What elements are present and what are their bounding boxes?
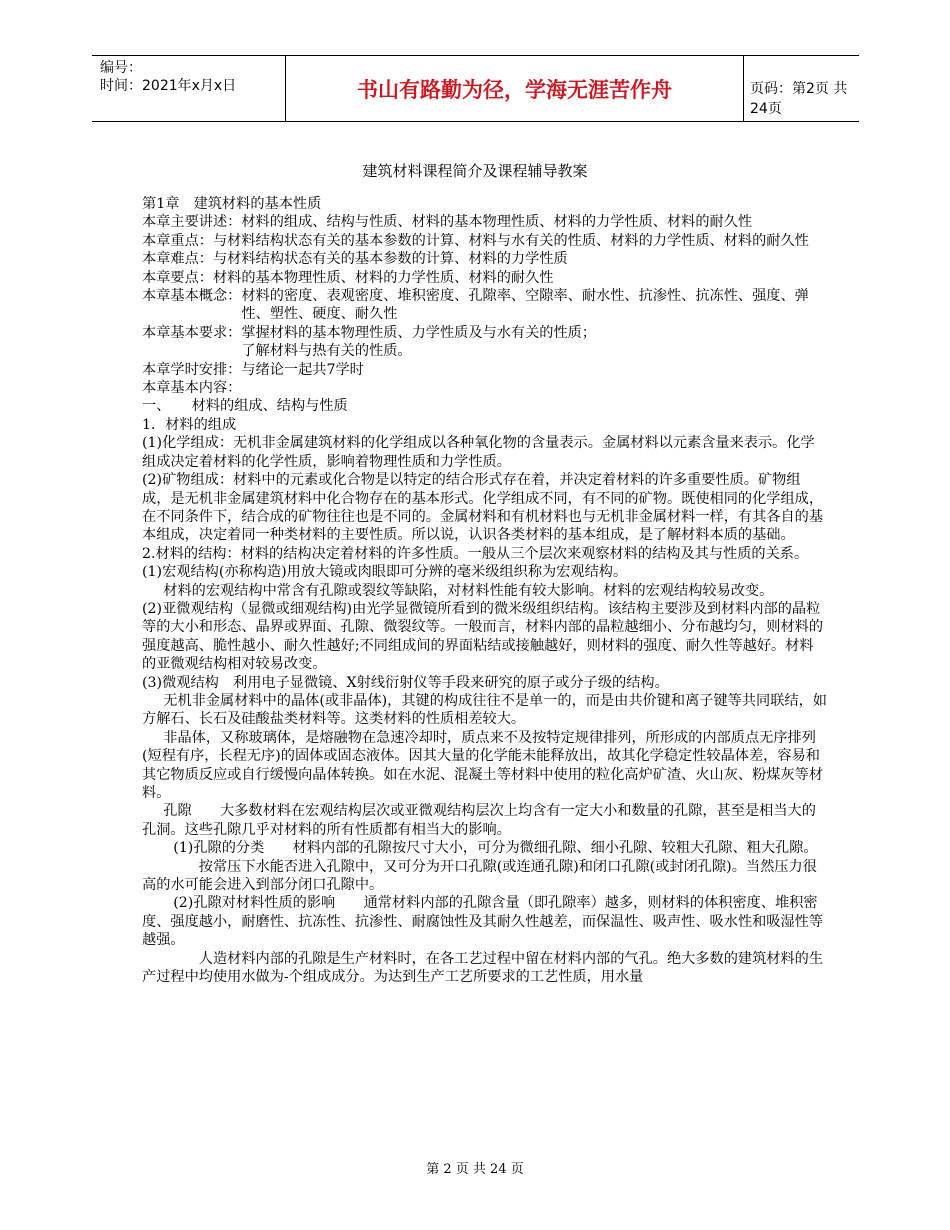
body-paragraph: (1)化学组成：无机非金属建筑材料的化学组成以各种氧化物的含量表示。金属材料以元素含量来表示。化学组成决定着材料的化学性质，影响着物理性质和力学性质。: [142, 435, 815, 470]
section-heading: 一、 材料的组成、结构与性质: [142, 398, 348, 415]
body-paragraphs: [142, 434, 827, 986]
requirements-row: [142, 324, 827, 361]
document-body: [142, 195, 827, 986]
requirements-label: 本章基本要求：: [142, 324, 242, 341]
body-paragraph: 2.材料的结构：材料的结构决定着材料的许多性质。一般从三个层次来观察材料的结构及其与性质的关系。: [142, 545, 809, 562]
body-paragraph: 按常压下水能否进入孔隙中，又可分为开口孔隙(或连通孔隙)和闭口孔隙(或封闭孔隙)。当然压力很高的水可能会进入到部分闭口孔隙中。: [142, 858, 817, 894]
body-paragraph: 孔隙 大多数材料在宏观结构层次或亚微观结构层次上均含有一定大小和数量的孔隙，甚至是相当大的孔洞。这些孔隙几乎对材料的所有性质都有相当大的影响。: [142, 803, 816, 838]
summary-label: 本章基本概念：: [142, 288, 242, 305]
summary-label: 本章难点：: [142, 251, 213, 268]
body-paragraph: (2)亚微观结构（显微或细观结构)由光学显微镜所看到的微米级组织结构。该结构主要涉及到材料内部的晶粒等的大小和形态、晶界或界面、孔隙、微裂纹等。一般而言，材料内部的晶粒越细小、分布越均匀，则材料的强度越高、脆性越小、耐久性越好;不同组成间的界面粘结或接触越好，则材料的强度、耐久性等越好。材料的亚微观结构相对较易改变。: [142, 600, 824, 673]
summary-label: 本章重点：: [142, 232, 213, 249]
header-page-number: 页码：第2页 共24页: [750, 81, 848, 117]
body-paragraph: (3)微观结构 利用电子显微镜、X射线衍射仪等手段来研究的原子或分子级的结构。: [142, 674, 669, 691]
body-paragraph: 材料的宏观结构中常含有孔隙或裂纹等缺陷，对材料性能有较大影响。材料的宏观结构较易改变。: [163, 582, 774, 599]
page-header: [92, 55, 859, 122]
body-paragraph: (2)矿物组成：材料中的元素或化合物是以特定的结合形式存在着，并决定着材料的许多重要性质。矿物组成，是无机非金属建筑材料中化合物存在的基本形式。化学组成不同，有不同的矿物。既使相同的化学组成，在不同条件下，结合成的矿物往往也是不同的。金属材料和有机材料也与无机非金属材料一样，有其各自的基本组成，决定着同一种类材料的主要性质。所以说，认识各类材料的基本组成，是了解材料本质的基础。: [142, 472, 824, 544]
summary-text: 材料的基本物理性质、材料的力学性质、材料的耐久性: [212, 269, 554, 286]
content-label: 本章基本内容：: [142, 380, 242, 397]
summary-text: 与材料结构状态有关的基本参数的计算、材料与水有关的性质、材料的力学性质、材料的耐久性: [212, 232, 809, 249]
summary-row: [142, 250, 827, 268]
summary-row: [142, 287, 827, 324]
requirements-line: 了解材料与热有关的性质。: [241, 343, 412, 360]
summary-text: 材料的组成、结构与性质、材料的基本物理性质、材料的力学性质、材料的耐久性: [241, 214, 753, 231]
header-motto: 书山有路勤为径，学海无涯苦作舟: [285, 56, 744, 121]
summary-row: [142, 232, 827, 250]
summary-text: 材料的密度、表观密度、堆积密度、孔隙率、空隙率、耐水性、抗渗性、抗冻性、强度、弹性、塑性、硬度、耐久性: [241, 288, 809, 323]
summary-label: 本章要点：: [142, 269, 213, 286]
document-title: 建筑材料课程简介及课程辅导教案: [362, 162, 588, 180]
summary-label: 本章主要讲述：: [142, 214, 242, 231]
number-label: 编号：: [100, 60, 142, 76]
requirements-line: 掌握材料的基本物理性质、力学性质及与水有关的性质；: [241, 324, 597, 341]
schedule-line: 本章学时安排：与绪论一起共7学时: [142, 361, 364, 378]
chapter-heading: 第1章 建筑材料的基本性质: [142, 196, 322, 212]
time-label: 时间：2021年x月x日: [100, 78, 237, 94]
subsection-heading: 1．材料的组成: [142, 416, 237, 433]
body-paragraph: 人造材料内部的孔隙是生产材料时，在各工艺过程中留在材料内部的气孔。绝大多数的建筑材料的生产过程中均使用水做为-个组成成分。为达到生产工艺所要求的工艺性质，用水量: [142, 950, 824, 986]
body-paragraph: (1)孔隙的分类 材料内部的孔隙按尺寸大小，可分为微细孔隙、细小孔隙、较粗大孔隙、粗大孔隙。: [173, 840, 818, 857]
page-footer: 第 2 页 共 24 页: [426, 1162, 524, 1177]
body-paragraph: 非晶体，又称玻璃体，是熔融物在急速冷却时，质点来不及按特定规律排列，所形成的内部质点无序排列(短程有序，长程无序)的固体或固态液体。因其大量的化学能未能释放出，故其化学稳定性较晶体差，容易和其它物质反应或自行缓慢向晶体转换。如在水泥、混凝土等材料中使用的粒化高炉矿渣、火山灰、粉煤灰等材料。: [142, 729, 824, 801]
body-paragraph: (1)宏观结构(亦称构造)用放大镜或肉眼即可分辨的毫米级组织称为宏观结构。: [142, 564, 628, 581]
header-meta: [100, 59, 285, 95]
summary-row: [142, 213, 827, 231]
requirements-text: [241, 324, 596, 361]
body-paragraph: (2)孔隙对材料性质的影响 通常材料内部的孔隙含量（即孔隙率）越多，则材料的体积密度、堆积密度、强度越小，耐磨性、抗冻性、抗渗性、耐腐蚀性及其耐久性越差，而保温性、吸声性、吸水性和吸湿性等越强。: [142, 895, 824, 949]
body-paragraph: 无机非金属材料中的晶体(或非晶体)，其键的构成往往不是单一的，而是由共价键和离子键等共同联结，如方解石、长石及硅酸盐类材料等。这类材料的性质相差较大。: [142, 692, 827, 728]
summary-text: 与材料结构状态有关的基本参数的计算、材料的力学性质: [212, 251, 568, 268]
summary-row: [142, 269, 827, 287]
